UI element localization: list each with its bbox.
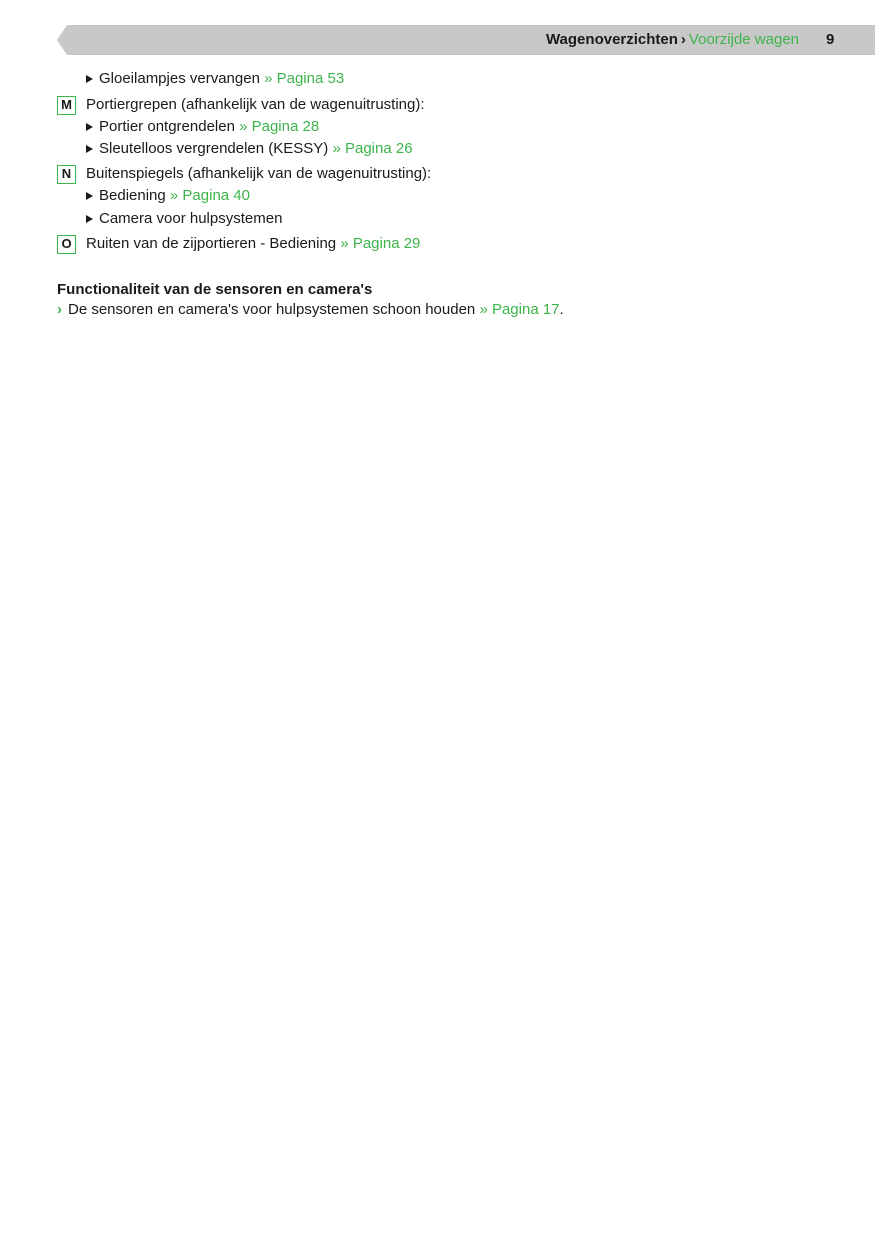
key-badge-n: N <box>57 165 76 184</box>
note-end: . <box>559 301 564 318</box>
list-item-text: Sleutelloos vergrendelen (KESSY) <box>99 140 329 157</box>
triangle-bullet-icon <box>86 215 93 223</box>
item-o-text <box>86 235 420 253</box>
section-heading: Functionaliteit van de sensoren en camera's <box>57 281 373 298</box>
item-m-text: Portiergrepen (afhankelijk van de wagenuitrusting): <box>86 96 425 113</box>
header-breadcrumb <box>546 31 799 49</box>
list-item-text: Bediening <box>99 187 166 204</box>
header-subsection-link[interactable]: Voorzijde wagen <box>688 31 799 48</box>
list-item-operation <box>86 187 250 205</box>
chevron-right-icon: › <box>57 301 62 318</box>
key-badge-o: O <box>57 235 76 254</box>
list-item-kessy <box>86 140 413 158</box>
page-header-bar <box>57 25 875 55</box>
list-item-lamps <box>86 70 344 88</box>
header-section-title: Wagenoverzichten <box>545 31 678 48</box>
page-number: 9 <box>826 31 835 48</box>
list-item-text: Ruiten van de zijportieren - Bediening <box>86 235 337 252</box>
list-item-door-unlock <box>86 118 319 136</box>
triangle-bullet-icon <box>86 145 93 153</box>
list-item-text: Camera voor hulpsystemen <box>99 210 283 227</box>
page-link[interactable]: » Pagina 40 <box>169 187 250 204</box>
breadcrumb-separator: › <box>680 31 686 48</box>
page-link[interactable]: » Pagina 29 <box>340 235 421 252</box>
page-link[interactable]: » Pagina 17 <box>479 301 560 318</box>
section-note <box>57 301 564 319</box>
item-n-text: Buitenspiegels (afhankelijk van de wagenuitrusting): <box>86 165 432 182</box>
page-link[interactable]: » Pagina 28 <box>239 118 320 135</box>
list-item-text: Gloeilampjes vervangen <box>99 70 260 87</box>
triangle-bullet-icon <box>86 75 93 83</box>
list-item-text: Portier ontgrendelen <box>99 118 235 135</box>
list-item-camera <box>86 210 282 228</box>
triangle-bullet-icon <box>86 192 93 200</box>
page-link[interactable]: » Pagina 53 <box>264 70 345 87</box>
page-link[interactable]: » Pagina 26 <box>332 140 413 157</box>
key-badge-m: M <box>57 96 76 115</box>
triangle-bullet-icon <box>86 123 93 131</box>
note-text: De sensoren en camera's voor hulpsystemen schoon houden <box>68 301 476 318</box>
